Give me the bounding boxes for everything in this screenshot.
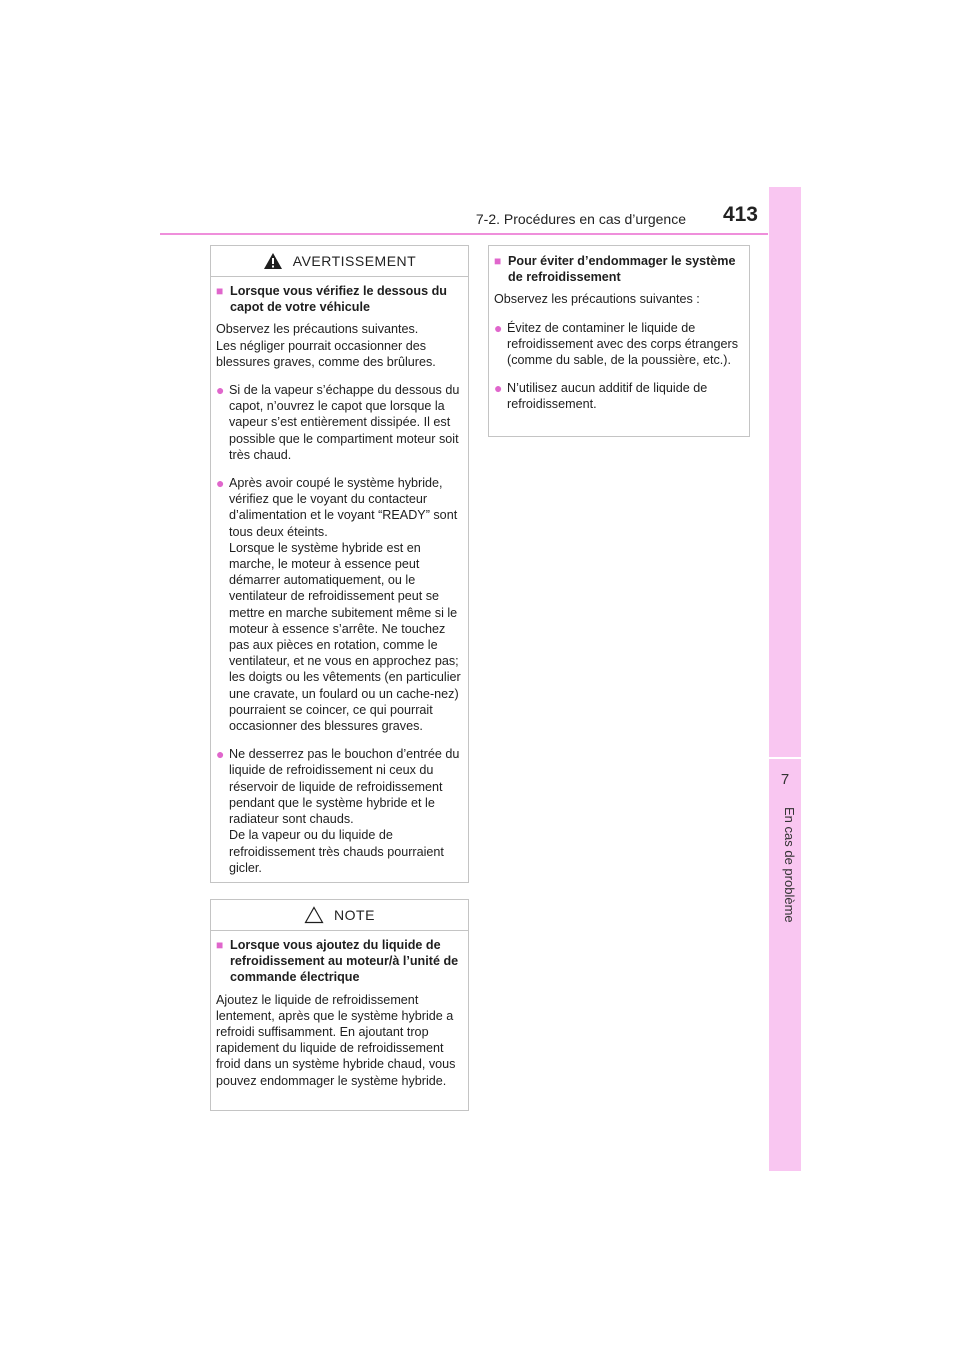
section-title: 7-2. Procédures en cas d’urgence — [475, 211, 686, 227]
warning-triangle-outline-icon — [304, 906, 324, 924]
round-bullet-icon: ● — [494, 319, 503, 336]
warning-heading: AVERTISSEMENT — [292, 253, 417, 269]
round-bullet-icon: ● — [494, 380, 503, 397]
list-item: ● N’utilisez aucun additif de liquide de refroidissement. — [494, 380, 708, 412]
list-item: ● Évitez de contaminer le liquide de refroidissement avec des corps étrangers (comme du sable, de la poussière, etc.). — [494, 319, 738, 368]
note-text: Ajoutez le liquide de refroidissement lentement, après que le système hybride a refroidi suffisamment. En ajoutant trop rapidement du liquide de refroidissement froid dans un système hybride chaud, vous pouvez endommager le système hybride. — [216, 992, 456, 1088]
round-bullet-icon: ● — [216, 475, 225, 492]
note-section-title: ■ Lorsque vous ajoutez du liquide de refroidissement au moteur/à l’unité de commande électrique — [216, 938, 459, 985]
square-bullet-icon: ■ — [216, 284, 224, 298]
cooling-system-box — [488, 245, 750, 437]
warning-section-title: ■ Lorsque vous vérifiez le dessous du capot de votre véhicule — [216, 284, 447, 315]
list-item: ● Ne desserrez pas le bouchon d’entrée du liquide de refroidissement ni ceux du réservoir de liquide de refroidissement pendant que le système hybride et le radiateur sont chauds. De la vapeur ou du liquide de refroidissement très chauds pourraient gicler. — [216, 746, 460, 875]
warning-header — [211, 246, 468, 277]
warning-box — [210, 245, 469, 883]
list-item: ● Si de la vapeur s’échappe du dessous du capot, n’ouvrez le capot que lorsque la vapeur s’est entièrement dissipée. Il est possible que le compartiment moteur soit très chaud. — [216, 382, 460, 462]
note-header — [211, 900, 468, 931]
round-bullet-icon: ● — [216, 382, 225, 399]
chapter-title: En cas de problème — [782, 807, 797, 923]
page-header — [160, 203, 768, 233]
square-bullet-icon: ■ — [494, 254, 502, 268]
warning-intro: Observez les précautions suivantes. Les négliger pourrait occasionner des blessures graves, comme des brûlures. — [216, 322, 436, 369]
list-item: ● Après avoir coupé le système hybride, vérifiez que le voyant du contacteur d’alimentation et le voyant “READY” sont tous deux éteints. Lorsque le système hybride est en marche, le moteur à essence peut démarrer automatiquement, ou le ventilateur de refroidissement peut se mettre en marche subitement même si le moteur à essence s’arrête. Ne touchez pas aux pièces en rotation, comme le ventilateur, et ne vous en approchez pas; les doigts ou les vêtements (en particulier une cravate, un foulard ou un cache-nez) pourraient se coincer, ce qui pourrait occasionner des blessures graves. — [216, 475, 461, 734]
right-intro: Observez les précautions suivantes : — [494, 292, 700, 307]
chapter-number: 7 — [780, 771, 790, 788]
side-tab-divider — [769, 757, 801, 759]
round-bullet-icon: ● — [216, 746, 225, 763]
page-number: 413 — [722, 203, 758, 226]
header-rule — [160, 233, 768, 235]
chapter-side-tab — [769, 187, 801, 1171]
note-heading: NOTE — [334, 907, 375, 923]
square-bullet-icon: ■ — [216, 938, 224, 952]
right-section-title: ■ Pour éviter d’endommager le système de refroidissement — [494, 254, 736, 285]
warning-triangle-filled-icon — [263, 252, 283, 270]
note-box — [210, 899, 469, 1111]
